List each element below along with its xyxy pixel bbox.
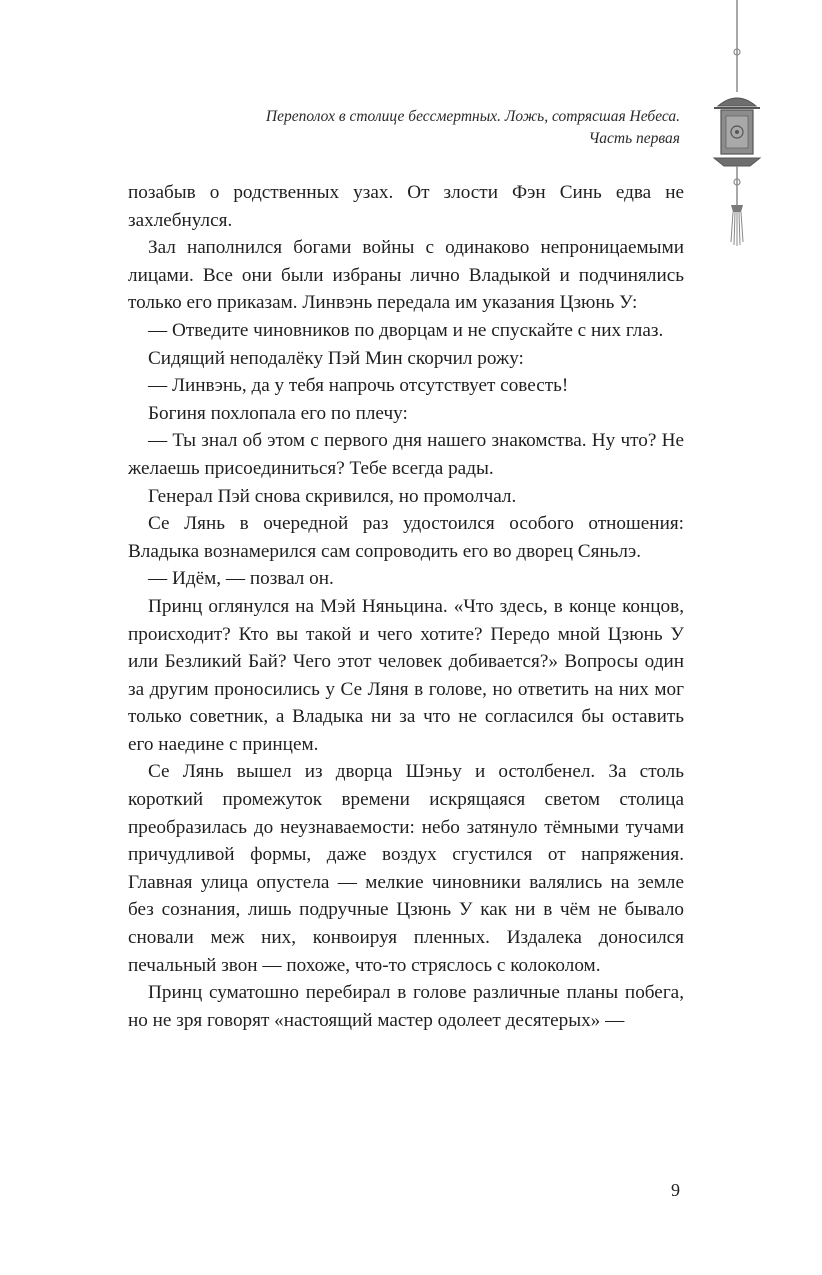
paragraph: Принц суматошно перебирал в голове различные планы побега, но не зря говорят «настоящий мастер одолеет десятерых» — — [128, 982, 684, 1031]
page-number: 9 — [671, 1180, 680, 1200]
paragraph: позабыв о родственных узах. От злости Фэн Синь едва не захлебнулся. — [128, 182, 684, 231]
dialogue-line: — Идём, — позвал он. — [148, 568, 334, 590]
paragraph: Генерал Пэй снова скривился, но промолчал. — [148, 485, 517, 507]
dialogue-line: — Отведите чиновников по дворцам и не спускайте с них глаз. — [148, 319, 664, 341]
dialogue-line: — Линвэнь, да у тебя напрочь отсутствует совесть! — [148, 375, 569, 397]
running-header-title: Переполох в столице бессмертных. Ложь, сотрясшая Небеса. — [265, 108, 680, 125]
paragraph: Богиня похлопала его по плечу: — [148, 402, 408, 424]
dialogue-line: — Ты знал об этом с первого дня нашего знакомства. Ну что? Не желаешь присоединиться? Тебе всегда рады. — [128, 430, 684, 479]
paragraph: Принц оглянулся на Мэй Няньцина. «Что здесь, в конце концов, происходит? Кто вы такой и чего хотите? Передо мной Цзюнь У или Безликий Бай? Чего этот человек добивается?» Вопросы один за другим проносились у Се Ляня в голове, но ответить на них мог только советник, а Владыка ни за что не согласился бы оставить его наедине с принцем. — [128, 595, 684, 755]
body-text — [128, 179, 684, 1034]
paragraph: Се Лянь вышел из дворца Шэньу и остолбенел. За столь короткий промежуток времени искрящаяся светом столица преобразилась до неузнаваемости: небо затянуло тёмными тучами причудливой формы, даже воздух сгустился от напряжения. Главная улица опустела — мелкие чиновники валялись на земле без сознания, лишь подручные Цзюнь У как ни в чём не бывало сновали меж них, конвоируя пленных. Издалека доносился печальный звон — похоже, что-то стряслось с колоколом. — [128, 761, 684, 976]
paragraph: Се Лянь в очередной раз удостоился особого отношения: Владыка вознамерился сам сопроводить его во дворец Сяньлэ. — [128, 513, 684, 562]
hanging-lantern-icon — [700, 0, 780, 250]
running-header-part: Часть первая — [588, 130, 680, 147]
running-header — [266, 106, 680, 150]
paragraph: Зал наполнился богами войны с одинаково непроницаемыми лицами. Все они были избраны лично Владыкой и подчинялись только его приказам. Линвэнь передала им указания Цзюнь У: — [128, 237, 684, 314]
paragraph: Сидящий неподалёку Пэй Мин скорчил рожу: — [148, 347, 524, 369]
